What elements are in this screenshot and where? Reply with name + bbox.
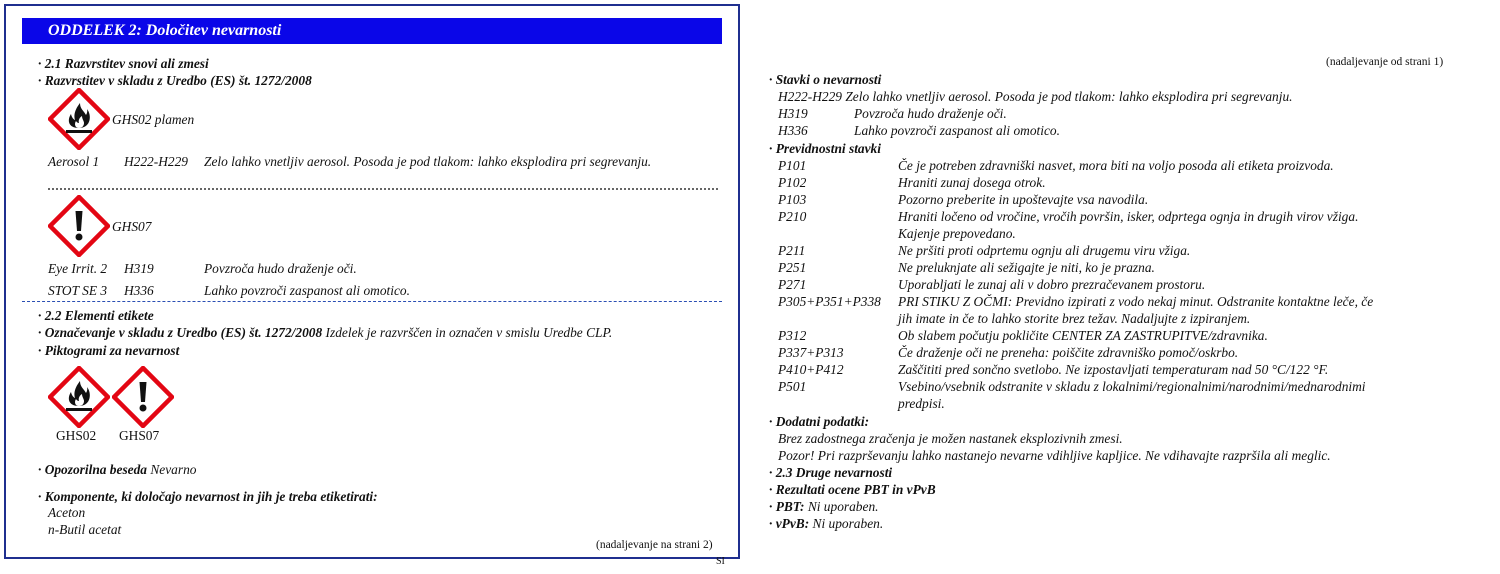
- precaution-code: P501: [778, 379, 807, 394]
- precaution-code: P305+P351+P338: [778, 294, 881, 309]
- precaution-code: P102: [778, 175, 807, 190]
- s21-subtitle: · Razvrstitev v skladu z Uredbo (ES) št. 1272/2008: [38, 73, 312, 88]
- ghs07-caption: GHS07: [112, 219, 152, 234]
- eye-class: Eye Irrit. 2: [48, 261, 108, 276]
- precaution-text: Ne pršiti proti odprtemu ognju ali drugemu viru vžiga.: [898, 243, 1191, 258]
- dotted-separator: [48, 188, 718, 190]
- component-item: Aceton: [48, 505, 86, 520]
- pictogram-label-ghs07: GHS07: [119, 428, 160, 443]
- hazard-text: Lahko povzroči zaspanost ali omotico.: [854, 123, 1060, 138]
- precaution-text: Vsebino/vsebnik odstranite v skladu z lokalnimi/regionalnimi/narodnimi/mednarodnimi: [898, 379, 1366, 394]
- precaution-code: P312: [778, 328, 807, 343]
- precaution-code: P410+P412: [778, 362, 844, 377]
- precaution-text: Če je potreben zdravniški nasvet, mora biti na voljo posoda ali etiketa proizvoda.: [898, 158, 1334, 173]
- eye-code: H319: [124, 261, 154, 276]
- stot-class: STOT SE 3: [48, 283, 108, 298]
- aerosol-text: Zelo lahko vnetljiv aerosol. Posoda je pod tlakom: lahko eksplodira pri segrevanju.: [204, 154, 652, 169]
- precaution-text: Zaščititi pred sončno svetlobo. Ne izpostavljati temperaturam nad 50 °C/122 °F.: [898, 362, 1329, 377]
- ghs02-flame-icon: [48, 366, 110, 428]
- additional-info-title: · Dodatni podatki:: [769, 414, 870, 429]
- component-item: n-Butil acetat: [48, 522, 122, 537]
- precaution-text-cont: predpisi.: [898, 396, 945, 411]
- ghs07-exclamation-icon: [112, 366, 174, 428]
- precaution-code: P271: [778, 277, 807, 292]
- additional-info-line: Pozor! Pri razprševanju lahko nastanejo nevarne vdihljive kapljice. Ne vdihavajte razpršila ali meglic.: [778, 448, 1331, 463]
- signal-word: [38, 462, 196, 478]
- aerosol-code: H222-H229: [124, 154, 188, 169]
- signal-word-value: Nevarno: [150, 462, 197, 477]
- precaution-text-cont: jih imate in če to lahko storite brez težav. Nadaljujte z izpiranjem.: [898, 311, 1251, 326]
- precaution-code: P251: [778, 260, 807, 275]
- hazard-text: Zelo lahko vnetljiv aerosol. Posoda je pod tlakom: lahko eksplodira pri segrevanju.: [845, 89, 1293, 104]
- stot-text: Lahko povzroči zaspanost ali omotico.: [204, 283, 410, 298]
- dashed-separator: [22, 301, 722, 302]
- precaution-code: P337+P313: [778, 345, 844, 360]
- s23-title: · 2.3 Druge nevarnosti: [769, 465, 893, 480]
- precautionary-statements-title: · Previdnostni stavki: [769, 141, 881, 156]
- precaution-text: Hraniti zunaj dosega otrok.: [898, 175, 1046, 190]
- continued-note: (nadaljevanje na strani 2): [596, 539, 713, 551]
- vpvb-label: · vPvB:: [769, 516, 810, 531]
- s22-subtitle-rest: Izdelek je razvrščen in označen v smislu Uredbe CLP.: [325, 325, 613, 340]
- s22-subtitle-bold: · Označevanje v skladu z Uredbo (ES) št. 1272/2008: [38, 325, 323, 340]
- language-code: SI: [716, 556, 725, 567]
- eye-text: Povzroča hudo draženje oči.: [204, 261, 357, 276]
- pbt-results-title: · Rezultati ocene PBT in vPvB: [769, 482, 936, 497]
- precaution-text: PRI STIKU Z OČMI: Previdno izpirati z vodo nekaj minut. Odstranite kontaktne leče, če: [898, 294, 1374, 309]
- additional-info-line: Brez zadostnega zračenja je možen nastanek eksplozivnih zmesi.: [778, 431, 1123, 446]
- s22-title: · 2.2 Elementi etikete: [38, 308, 154, 323]
- hazard-code: H336: [778, 123, 808, 138]
- s22-subtitle: [38, 325, 612, 341]
- hazard-statement-row: [778, 88, 1293, 105]
- precaution-code: P210: [778, 209, 807, 224]
- precaution-code: P101: [778, 158, 807, 173]
- vpvb-value: Ni uporaben.: [812, 516, 884, 531]
- precaution-text: Pozorno preberite in upoštevajte vsa navodila.: [898, 192, 1149, 207]
- hazard-text: Povzroča hudo draženje oči.: [854, 106, 1007, 121]
- hazard-statements-title: · Stavki o nevarnosti: [769, 72, 882, 87]
- precaution-text: Hraniti ločeno od vročine, vročih površin, isker, odprtega ognja in drugih virov vžiga.: [898, 209, 1359, 224]
- ghs02-flame-icon: [48, 88, 110, 150]
- precaution-code: P211: [778, 243, 806, 258]
- stot-code: H336: [124, 283, 154, 298]
- pbt-label: · PBT:: [769, 499, 805, 514]
- aerosol-class: Aerosol 1: [48, 154, 100, 169]
- pictogram-title: · Piktogrami za nevarnost: [38, 343, 180, 358]
- ghs02-caption: GHS02 plamen: [112, 112, 195, 127]
- precaution-code: P103: [778, 192, 807, 207]
- pbt-value: Ni uporaben.: [807, 499, 879, 514]
- ghs07-exclamation-icon: [48, 195, 110, 257]
- section-title: ODDELEK 2: Določitev nevarnosti: [22, 18, 722, 44]
- precaution-text-cont: Kajenje prepovedano.: [898, 226, 1016, 241]
- signal-word-label: · Opozorilna beseda: [38, 462, 147, 477]
- pictogram-label-ghs02: GHS02: [56, 428, 97, 443]
- precaution-text: Ob slabem počutju pokličite CENTER ZA ZASTRUPITVE/zdravnika.: [898, 328, 1268, 343]
- pbt-row: [769, 498, 879, 515]
- continued-from-note: (nadaljevanje od strani 1): [1326, 56, 1444, 68]
- precaution-text: Uporabljati le zunaj ali v dobro prezračevanem prostoru.: [898, 277, 1206, 292]
- vpvb-row: [769, 515, 883, 532]
- precaution-text: Ne preluknjate ali sežigajte je niti, ko je prazna.: [898, 260, 1155, 275]
- precaution-text: Če draženje oči ne preneha: poiščite zdravniško pomoč/oskrbo.: [898, 345, 1239, 360]
- s21-title: · 2.1 Razvrstitev snovi ali zmesi: [38, 56, 209, 71]
- components-title: · Komponente, ki določajo nevarnost in jih je treba etiketirati:: [38, 489, 378, 504]
- hazard-code: H222-H229: [778, 89, 842, 104]
- hazard-code: H319: [778, 106, 808, 121]
